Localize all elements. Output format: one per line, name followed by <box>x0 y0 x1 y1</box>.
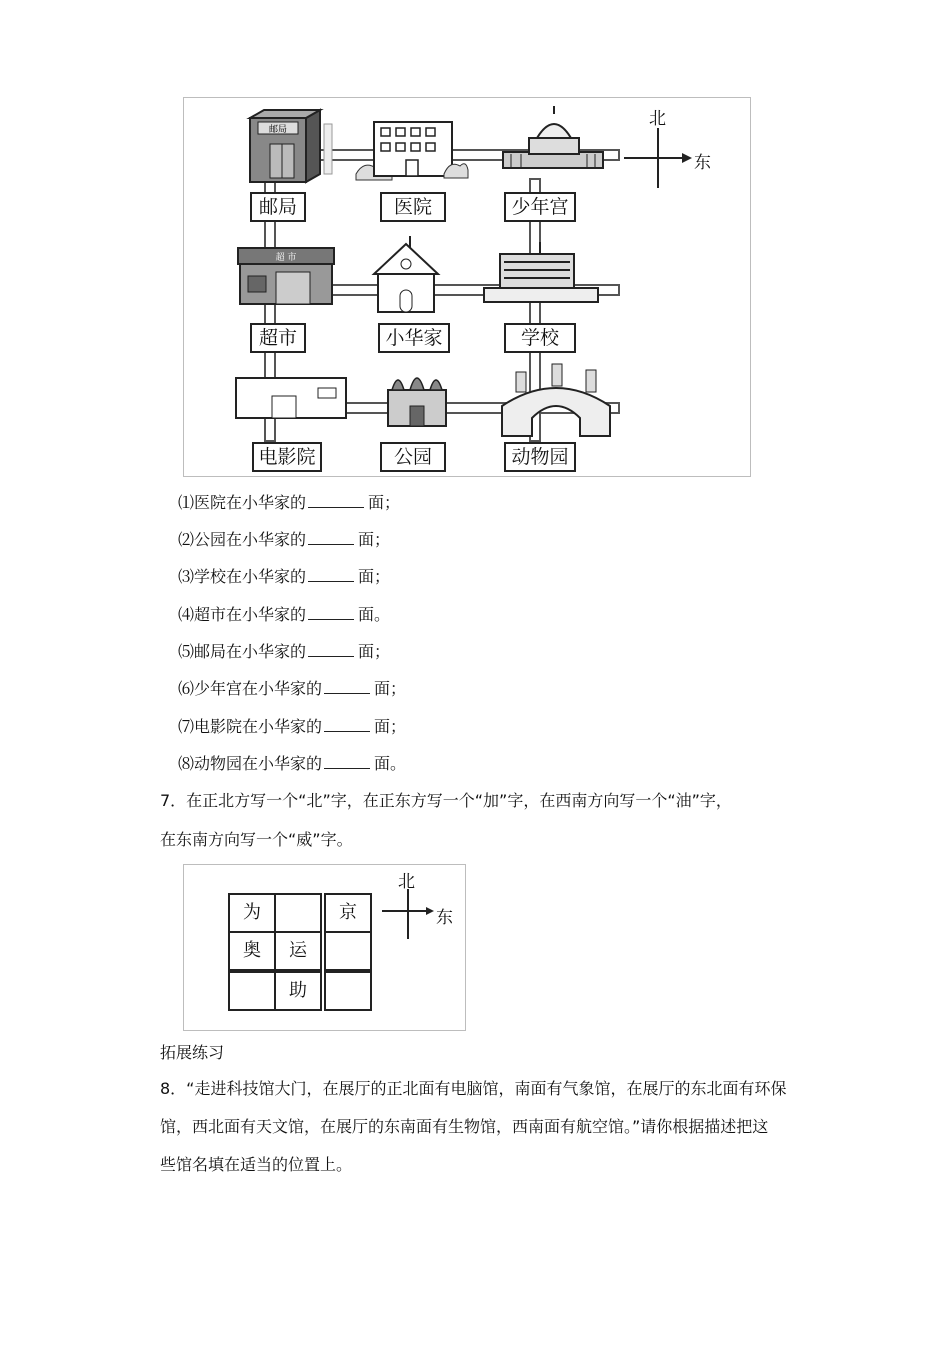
grid-figure <box>183 864 466 1031</box>
label-cinema: 电影院 <box>252 442 322 472</box>
question-item: ⑺电影院在小华家的 面； <box>178 717 407 736</box>
grid-compass-east: 东 <box>436 908 453 928</box>
map-figure <box>183 97 751 477</box>
map-compass-east: 东 <box>694 153 711 173</box>
label-school: 学校 <box>504 323 576 353</box>
answer-blank[interactable] <box>324 717 370 732</box>
grid-cell[interactable]: 助 <box>274 971 322 1011</box>
label-youth-palace: 少年宫 <box>504 192 576 222</box>
question-item: ⑷超市在小华家的 面。 <box>178 605 391 624</box>
label-park: 公园 <box>380 442 446 472</box>
grid-cell[interactable] <box>274 893 322 933</box>
question-item: ⑶学校在小华家的 面； <box>178 567 391 586</box>
question-item: ⑸邮局在小华家的 面； <box>178 642 391 661</box>
answer-blank[interactable] <box>324 679 370 694</box>
xiaohua-home-building <box>370 234 442 314</box>
label-zoo: 动物园 <box>504 442 576 472</box>
map-compass-north: 北 <box>649 109 666 129</box>
grid-cell[interactable]: 奥 <box>228 931 276 971</box>
q7-line2: 在东南方向写一个“威”字。 <box>160 830 353 849</box>
answer-blank[interactable] <box>308 567 354 582</box>
label-xiaohua-home: 小华家 <box>378 323 450 353</box>
park-building <box>382 366 452 428</box>
answer-blank[interactable] <box>308 642 354 657</box>
q8-line3: 些馆名填在适当的位置上。 <box>160 1155 353 1174</box>
grid-cell[interactable] <box>324 931 372 971</box>
youth-palace-building <box>499 104 609 176</box>
grid-compass <box>378 883 442 943</box>
question-item: ⑵公园在小华家的 面； <box>178 530 391 549</box>
grid-cell[interactable] <box>324 971 372 1011</box>
supermarket-sign: 超 市 <box>275 253 297 263</box>
q8-line1: 8．“走进科技馆大门，在展厅的正北面有电脑馆，南面有气象馆，在展厅的东北面有环保 <box>160 1079 787 1098</box>
post-office-sign: 邮局 <box>268 125 288 135</box>
label-hospital: 医院 <box>380 192 446 222</box>
answer-blank[interactable] <box>308 605 354 620</box>
grid-cell[interactable] <box>228 971 276 1011</box>
question-item: ⑹少年宫在小华家的 面； <box>178 679 407 698</box>
q8-line2: 馆，西北面有天文馆，在展厅的东南面有生物馆，西南面有航空馆。”请你根据描述把这 <box>160 1117 769 1136</box>
grid-compass-north: 北 <box>398 872 415 892</box>
school-building <box>480 240 602 308</box>
question-item: ⑻动物园在小华家的 面。 <box>178 754 407 773</box>
hospital-building <box>354 116 469 184</box>
post-office-building <box>244 104 334 186</box>
label-post-office: 邮局 <box>250 192 306 222</box>
zoo-building <box>496 360 616 440</box>
answer-blank[interactable] <box>324 754 370 769</box>
cinema-building <box>228 374 358 422</box>
question-item: ⑴医院在小华家的 面； <box>178 493 401 512</box>
answer-blank[interactable] <box>308 493 364 508</box>
grid-cell[interactable]: 京 <box>324 893 372 933</box>
supermarket-building <box>234 236 340 308</box>
label-supermarket: 超市 <box>250 323 306 353</box>
answer-blank[interactable] <box>308 530 354 545</box>
q7-line1: 7．在正北方写一个“北”字，在正东方写一个“加”字，在西南方向写一个“油”字， <box>160 791 732 810</box>
grid-cell[interactable]: 运 <box>274 931 322 971</box>
section-title: 拓展练习 <box>160 1043 225 1062</box>
grid-cell[interactable]: 为 <box>228 893 276 933</box>
